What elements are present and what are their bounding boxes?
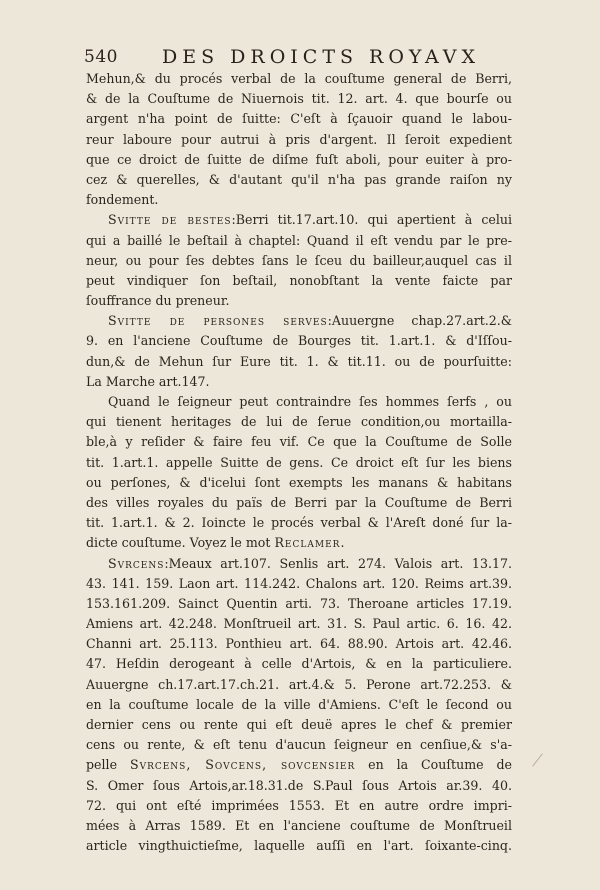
line-text: cens ou rente, & eſt tenu d'aucun ſeigneur en cenſiue,& s'a- <box>86 737 512 753</box>
text-line <box>86 150 512 170</box>
term-small-caps: Reclamer <box>274 535 341 551</box>
text-line <box>86 291 512 311</box>
line-text: pelle <box>86 757 118 773</box>
text-line <box>86 69 512 89</box>
line-text: cez & querelles, & d'autant qu'il n'ha pas grande raiſon ny <box>86 171 512 187</box>
line-text: tit. 1.art.1. & 2. Ioincte le procés verbal & l'Areſt doné ſur la- <box>86 515 512 531</box>
line-text: 72. qui ont eſté imprimées 1553. Et en autre ordre impri- <box>86 797 512 813</box>
line-text: ble,à y reſider & faire feu vif. Ce que la Couſtume de Solle <box>86 434 512 450</box>
line-text: que ce droict de ſuitte de diſme fuſt aboli, pour euiter à pro- <box>86 151 512 167</box>
line-text: :Meaux art.107. Senlis art. 274. Valois art. 13.17. <box>164 555 512 571</box>
text-line <box>86 251 512 271</box>
line-text: dernier cens ou rente qui eſt deuë apres le chef & premier <box>86 717 512 732</box>
text-line <box>86 715 512 735</box>
entry-heading: Svrcens <box>108 555 165 571</box>
entry-heading: Svitte de bestes <box>108 212 232 228</box>
line-text: Channi art. 25.113. Ponthieu art. 64. 88.90. Artois art. 42.46. <box>86 636 512 652</box>
text-line <box>86 352 512 372</box>
line-text: :Auuergne chap.27.art.2.& <box>327 313 512 329</box>
line-text: fondement. <box>86 192 159 208</box>
line-text: mées à Arras 1589. Et en l'anciene couſtume de Monſtrueil <box>86 817 512 833</box>
body-text <box>86 69 512 856</box>
text-line <box>86 392 512 412</box>
text-line <box>86 271 512 291</box>
line-text: qui a baillé le beſtail à chaptel: Quand il eſt vendu par le pre- <box>86 232 512 248</box>
entry-heading: Svitte de persones serves <box>108 313 328 329</box>
line-text: :Berri tit.17.art.10. qui apertient à celui <box>231 212 512 228</box>
line-text: dun,& de Mehun ſur Eure tit. 1. & tit.11. ou de pourſuitte: <box>86 353 512 369</box>
line-text: Auuergne ch.17.art.17.ch.21. art.4.& 5. Perone art.72.253. & <box>86 676 512 692</box>
text-line <box>86 170 512 190</box>
line-end-text: en la Couſtume de <box>355 757 512 773</box>
line-text: 47. Heſdin derogeant à celle d'Artois, & en la particuliere. <box>86 656 512 672</box>
text-line <box>86 816 512 836</box>
text-line <box>86 453 512 473</box>
text-line <box>86 634 512 654</box>
line-text: ou perſones, & d'icelui ſont exempts les manans & habitans <box>86 474 512 490</box>
text-line <box>86 735 512 755</box>
line-text: Amiens art. 42.248. Monſtrueil art. 31. S. Paul artic. 6. 16. 42. <box>86 616 512 632</box>
text-line <box>86 473 512 493</box>
text-line <box>86 432 512 452</box>
text-line <box>86 614 512 634</box>
line-text: La Marche art.147. <box>86 373 210 389</box>
running-title: DES DROICTS ROYAVX <box>162 46 481 68</box>
text-line <box>86 594 512 614</box>
line-text: 9. en l'anciene Couſtume de Bourges tit. 1.art.1. & d'Iſſou- <box>86 333 512 349</box>
text-line <box>86 654 512 674</box>
text-line <box>86 190 512 210</box>
line-text: Quand le ſeigneur peut contraindre ſes hommes ſerfs , ou <box>108 394 512 409</box>
line-text: 43. 141. 159. Laon art. 114.242. Chalons art. 120. Reims art.39. <box>86 575 512 591</box>
line-text: tit. 1.art.1. appelle Suitte de gens. Ce droict eſt ſur les biens <box>86 454 512 470</box>
page-number: 540 <box>84 47 118 67</box>
line-text: dicte couſtume. Voyez le mot <box>86 535 271 551</box>
text-line <box>86 836 512 856</box>
text-line <box>86 130 512 150</box>
term-small-caps: Svrcens, Sovcens, sovcensier <box>129 757 356 773</box>
text-line <box>86 331 512 351</box>
text-line <box>86 776 512 796</box>
line-text: ſouffrance du preneur. <box>86 293 230 309</box>
text-line <box>86 533 512 553</box>
text-line <box>86 675 512 695</box>
line-end-text: . <box>340 535 345 551</box>
text-line <box>86 311 512 331</box>
line-text: Mehun,& du procés verbal de la couſtume general de Berri, <box>86 71 512 86</box>
line-text: S. Omer ſous Artois,ar.18.31.de S.Paul ſous Artois ar.39. 40. <box>86 777 512 793</box>
text-line <box>86 412 512 432</box>
text-line <box>86 109 512 129</box>
line-text: & de la Couſtume de Niuernois tit. 12. art. 4. que bourſe ou <box>86 91 512 107</box>
text-line <box>86 513 512 533</box>
text-line <box>86 796 512 816</box>
text-line <box>86 231 512 251</box>
text-line <box>86 695 512 715</box>
line-text: des villes royales du païs de Berri par la Couſtume de Berri <box>86 494 512 510</box>
text-line <box>86 554 512 574</box>
page-blemish <box>532 753 543 766</box>
page-header <box>84 47 514 69</box>
line-text: 153.161.209. Sainct Quentin arti. 73. Theroane articles 17.19. <box>86 595 512 611</box>
text-line <box>86 574 512 594</box>
line-text: neur, ou pour ſes debtes ſans le ſceu du bailleur,auquel cas il <box>86 252 512 268</box>
line-text: qui tienent heritages de lui de ſerue condition,ou mortailla- <box>86 414 512 430</box>
text-line <box>86 210 512 230</box>
line-text: en la couſtume locale de la ville d'Amiens. C'eſt le ſecond ou <box>86 696 512 712</box>
line-text: peut vindiquer ſon beſtail, nonobſtant la vente faicte par <box>86 272 512 288</box>
text-line <box>86 89 512 109</box>
text-line <box>86 372 512 392</box>
line-text: article vingthuictieſme, laquelle auſſi en l'art. ſoixante-cinq. <box>86 838 512 854</box>
text-line <box>86 493 512 513</box>
line-text: reur laboure pour autrui à pris d'argent. Il ſeroit expedient <box>86 131 512 147</box>
line-text: argent n'ha point de ſuitte: C'eſt à ſçauoir quand le labou- <box>86 111 512 127</box>
text-line <box>86 755 512 775</box>
